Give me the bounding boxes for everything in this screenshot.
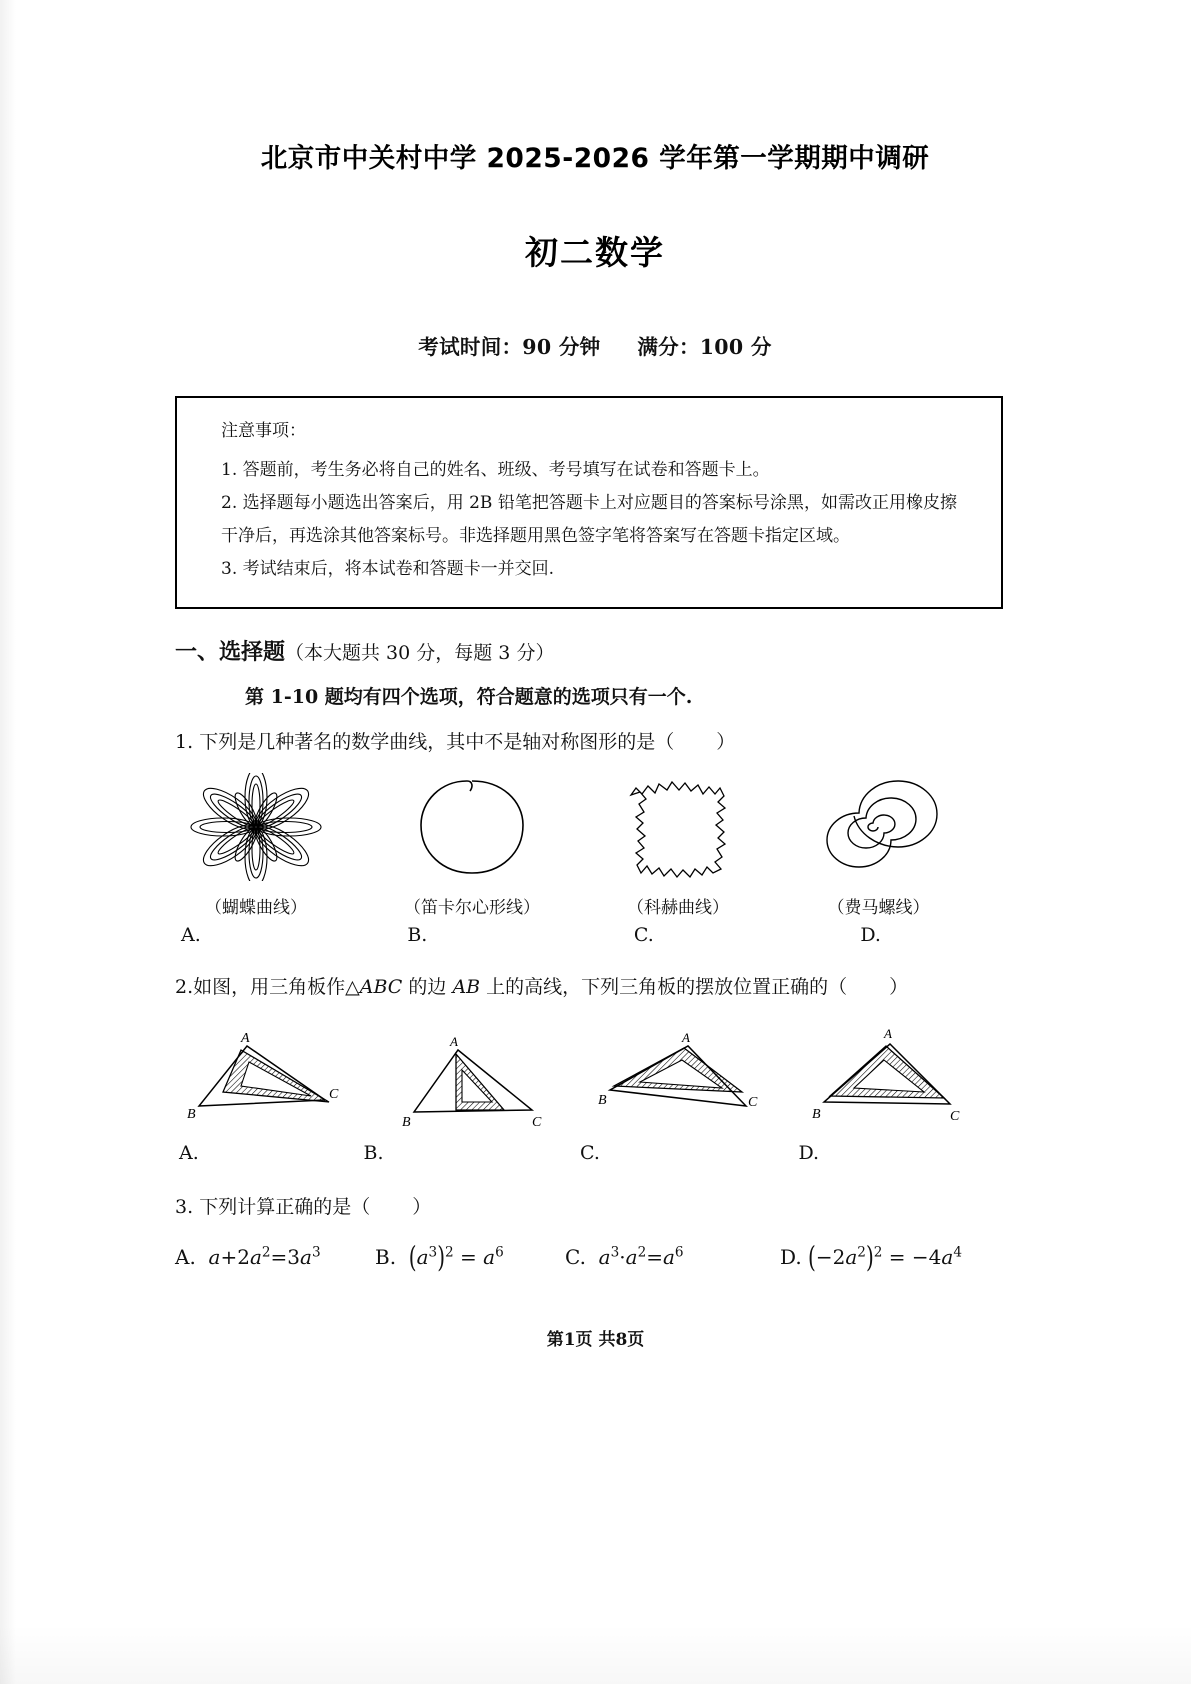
question-3-option-a[interactable]: A. $a+2a^2=3a^3$ <box>175 1244 321 1269</box>
exam-meta <box>175 330 1015 360</box>
cardioid-curve-icon <box>404 771 540 881</box>
question-2 <box>175 972 1015 1002</box>
triangle-setsquare-b-icon <box>392 1012 567 1132</box>
question-3-option-b-label: B. <box>375 1244 397 1269</box>
question-1-text-close: ） <box>716 730 736 753</box>
question-2-option-d[interactable]: D. <box>798 1142 820 1165</box>
question-2-figure-c[interactable] <box>596 1012 776 1132</box>
svg-text:A: A <box>450 1034 459 1050</box>
question-2-figure-d[interactable] <box>804 1012 979 1132</box>
svg-text:C: C <box>329 1087 339 1103</box>
notice-box <box>175 396 1003 609</box>
svg-text:C: C <box>747 1095 757 1111</box>
question-3-text: 下列计算正确的是（ <box>199 1196 371 1219</box>
question-2-option-c[interactable]: C. <box>580 1142 600 1165</box>
svg-text:A: A <box>241 1031 250 1047</box>
question-1-option-a[interactable]: A. <box>181 923 201 946</box>
svg-text:C: C <box>949 1109 960 1125</box>
svg-text:A: A <box>681 1030 690 1046</box>
question-3-option-d-label: D. <box>780 1244 802 1269</box>
question-2-figure-row <box>179 1012 979 1132</box>
question-1-caption-d: （费马螺线） <box>827 897 930 918</box>
question-1-caption-a: （蝴蝶曲线） <box>205 897 307 918</box>
question-3-option-d[interactable]: D. $(-2a^2)^2 = -4a^4$ <box>780 1239 962 1275</box>
question-1-figure-c[interactable] <box>613 771 743 918</box>
question-2-figure-a[interactable] <box>179 1012 364 1132</box>
page-content <box>175 0 1015 1275</box>
question-3-option-b[interactable]: B. $(a^3)^2 = a^6$ <box>375 1239 504 1275</box>
question-1-text: 下列是几种著名的数学曲线，其中不是轴对称图形的是（ <box>199 730 675 753</box>
notice-item-1: 1. 答题前，考生务必将自己的姓名、班级、考号填写在试卷和答题卡上。 <box>221 460 770 480</box>
question-3-option-c-label: C. <box>565 1244 586 1269</box>
question-2-option-b[interactable]: B. <box>363 1142 384 1165</box>
koch-curve-icon <box>613 771 743 881</box>
section-note: 第 1-10 题均有四个选项，符合题意的选项只有一个. <box>245 685 693 708</box>
exam-time-label: 考试时间：90 分钟 <box>418 335 601 359</box>
section-heading-detail: （本大题共 30 分，每题 3 分） <box>285 641 555 664</box>
question-2-number: 2. <box>175 975 194 998</box>
section-heading-label: 一、选择题 <box>175 639 286 665</box>
question-2-option-a[interactable]: A. <box>179 1142 199 1165</box>
question-3-option-c[interactable]: C. $a^3\cdot a^2=a^6$ <box>565 1244 684 1269</box>
question-1-figure-b[interactable] <box>404 771 540 918</box>
question-2-text-2: 的边 <box>402 975 453 998</box>
page-edge-shadow-bottom <box>0 1624 1191 1684</box>
question-2-figure-b[interactable] <box>392 1012 567 1132</box>
svg-text:B: B <box>402 1115 411 1131</box>
question-1-option-d[interactable]: D. <box>860 923 881 946</box>
question-1 <box>175 727 1015 757</box>
svg-text:B: B <box>597 1093 607 1109</box>
triangle-setsquare-a-icon <box>179 1012 364 1132</box>
page-title: 北京市中关村中学 2025-2026 学年第一学期期中调研 <box>260 143 930 174</box>
question-1-figure-d[interactable] <box>816 771 941 918</box>
question-2-text-1: 如图，用三角板作△ <box>193 975 360 998</box>
notice-item-3: 3. 考试结束后，将本试卷和答题卡一并交回. <box>221 559 555 580</box>
question-2-triangle-abc: ABC <box>359 975 403 998</box>
total-score-label: 满分：100 分 <box>637 335 772 359</box>
section-heading-choice <box>175 635 1015 666</box>
page-footer: 第1页 共8页 <box>546 1330 645 1350</box>
question-1-caption-b: （笛卡尔心形线） <box>404 897 540 918</box>
question-1-option-row <box>181 924 881 946</box>
question-1-option-c[interactable]: C. <box>633 923 654 946</box>
question-2-side-ab: AB <box>452 975 481 998</box>
page-edge-shadow-left <box>0 0 16 1684</box>
question-3-number: 3. <box>175 1196 194 1219</box>
question-3-option-row <box>175 1239 985 1275</box>
question-3-text-close: ） <box>412 1196 432 1219</box>
triangle-setsquare-d-icon <box>804 1012 979 1132</box>
triangle-setsquare-c-icon <box>596 1012 776 1132</box>
question-1-number: 1. <box>175 730 194 753</box>
svg-text:B: B <box>811 1107 821 1123</box>
question-2-option-row <box>179 1142 979 1164</box>
svg-text:B: B <box>187 1107 196 1123</box>
fermat-spiral-icon <box>816 771 941 881</box>
question-1-figure-row <box>181 771 941 918</box>
svg-text:C: C <box>532 1115 542 1131</box>
question-1-caption-c: （科赫曲线） <box>627 897 729 918</box>
question-1-figure-a[interactable] <box>181 771 331 918</box>
question-3 <box>175 1192 1015 1222</box>
butterfly-curve-icon <box>181 771 331 881</box>
subject-title: 初二数学 <box>525 233 665 272</box>
svg-text:A: A <box>883 1026 892 1042</box>
question-2-text-3: 上的高线，下列三角板的摆放位置正确的（ <box>480 975 848 998</box>
question-2-text-4: ） <box>889 975 909 998</box>
notice-heading: 注意事项： <box>221 421 306 441</box>
notice-item-2: 2. 选择题每小题选出答案后，用 2B 铅笔把答题卡上对应题目的答案标号涂黑，如需改正用橡皮擦干净后，再选涂其他答案标号。非选择题用黑色签字笔将答案写在答题卡指定区域。 <box>221 493 957 547</box>
question-1-option-b[interactable]: B. <box>407 923 428 946</box>
question-3-option-a-label: A. <box>175 1244 196 1269</box>
